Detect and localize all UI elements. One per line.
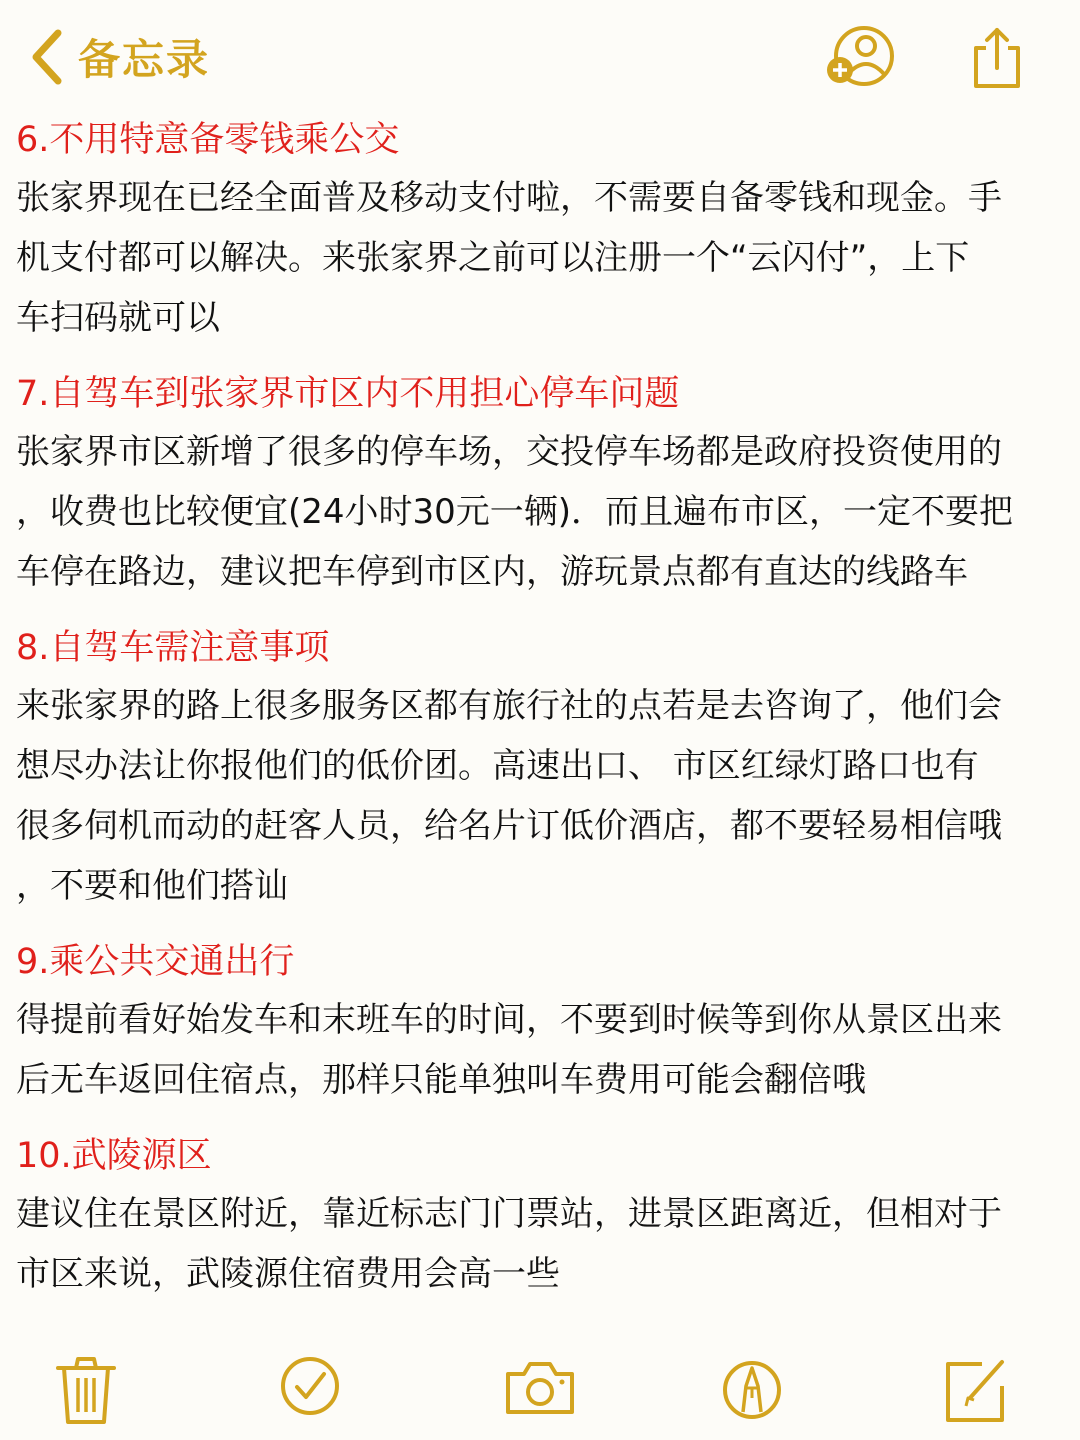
navigation-bar — [0, 0, 1080, 115]
body-line: 很多伺机而动的赶客人员，给名片订低价酒店，都不要轻易相信哦 — [16, 806, 1002, 846]
trash-icon — [46, 1350, 126, 1430]
section-body — [16, 676, 1066, 916]
body-line: ，收费也比较便宜(24小时30元一辆)．而且遍布市区，一定不要把 — [16, 492, 1014, 532]
body-line: 想尽办法让你报他们的低价团。高速出口、 市区红绿灯路口也有 — [16, 746, 979, 786]
note-section-6 — [16, 112, 1066, 348]
body-line: ，不要和他们搭讪 — [16, 866, 288, 906]
checklist-button[interactable] — [270, 1350, 350, 1430]
markup-pen-icon — [712, 1350, 792, 1430]
body-line: 市区来说，武陵源住宿费用会高一些 — [16, 1254, 560, 1294]
body-line: 张家界现在已经全面普及移动支付啦，不需要自备零钱和现金。手 — [16, 178, 1002, 218]
section-body — [16, 168, 1066, 348]
checklist-icon — [270, 1350, 350, 1430]
section-body — [16, 1184, 1066, 1304]
camera-button[interactable] — [500, 1350, 580, 1430]
body-line: 来张家界的路上很多服务区都有旅行社的点若是去咨询了，他们会 — [16, 686, 1002, 726]
back-button[interactable] — [28, 22, 210, 92]
bottom-toolbar — [0, 1350, 1080, 1430]
section-heading: 7.自驾车到张家界市区内不用担心停车问题 — [16, 374, 680, 414]
chevron-left-icon — [28, 27, 68, 87]
section-heading: 9.乘公共交通出行 — [16, 942, 295, 982]
share-icon — [960, 22, 1036, 98]
body-line: 张家界市区新增了很多的停车场，交投停车场都是政府投资使用的 — [16, 432, 1002, 472]
note-section-10 — [16, 1128, 1066, 1304]
compose-button[interactable] — [936, 1350, 1016, 1430]
share-button[interactable] — [960, 22, 1036, 98]
back-label: 备忘录 — [78, 35, 211, 84]
body-line: 车停在路边，建议把车停到市区内，游玩景点都有直达的线路车 — [16, 552, 968, 592]
body-line: 建议住在景区附近，靠近标志门门票站，进景区距离近，但相对于 — [16, 1194, 1002, 1234]
body-line: 得提前看好始发车和末班车的时间，不要到时候等到你从景区出来 — [16, 1000, 1002, 1040]
section-heading: 8.自驾车需注意事项 — [16, 628, 330, 668]
note-section-8 — [16, 620, 1066, 916]
body-line: 后无车返回住宿点，那样只能单独叫车费用可能会翻倍哦 — [16, 1060, 866, 1100]
add-person-icon — [822, 22, 898, 98]
note-section-7 — [16, 366, 1066, 602]
body-line: 车扫码就可以 — [16, 298, 220, 338]
section-body — [16, 422, 1066, 602]
note-section-9 — [16, 934, 1066, 1110]
section-body — [16, 990, 1066, 1110]
section-heading: 6.不用特意备零钱乘公交 — [16, 120, 400, 160]
section-heading: 10.武陵源区 — [16, 1136, 212, 1176]
compose-icon — [936, 1350, 1016, 1430]
delete-button[interactable] — [46, 1350, 126, 1430]
body-line: 机支付都可以解决。来张家界之前可以注册一个“云闪付”，上下 — [16, 238, 970, 278]
add-collaborator-button[interactable] — [822, 22, 898, 98]
note-content[interactable] — [16, 112, 1066, 1322]
camera-icon — [500, 1350, 580, 1430]
markup-button[interactable] — [712, 1350, 792, 1430]
